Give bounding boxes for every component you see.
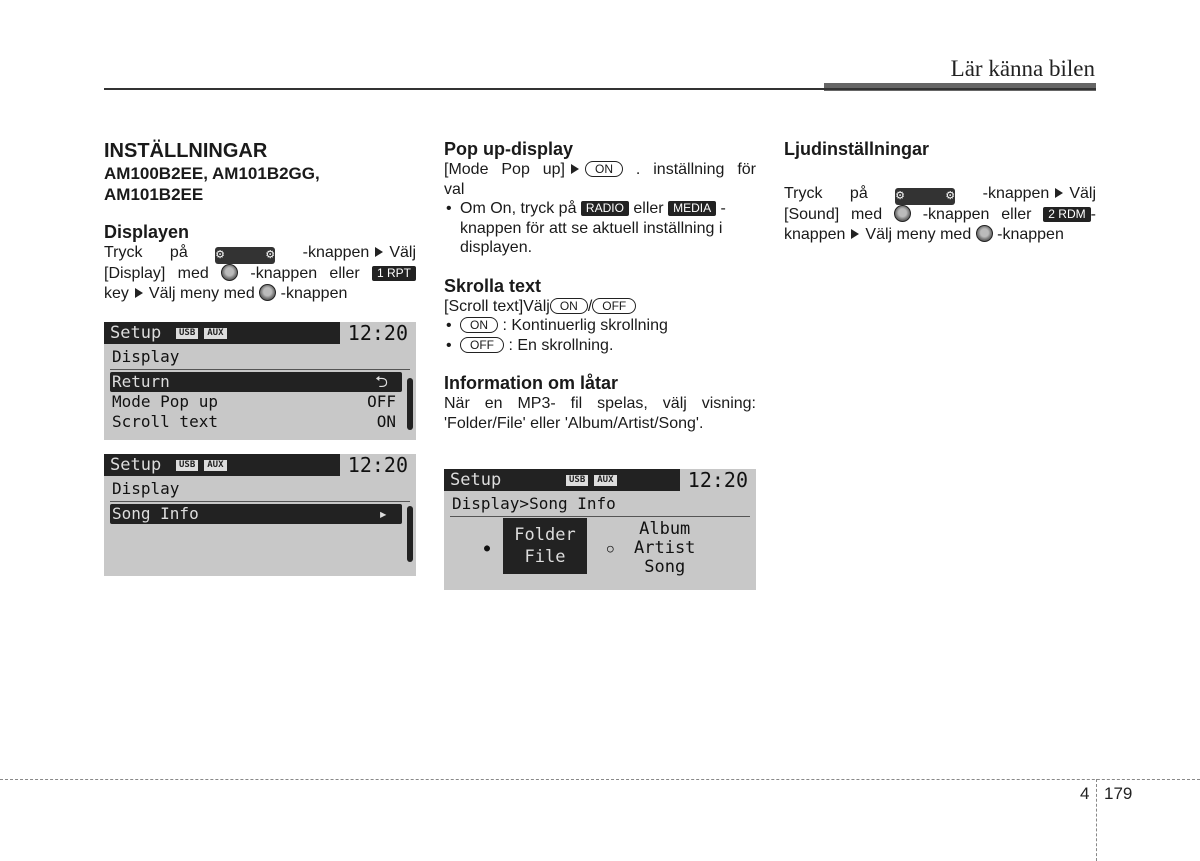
radio-selected-icon: ●: [484, 543, 491, 554]
rpt-button-icon: 1 RPT: [372, 266, 416, 281]
aux-badge: AUX: [594, 475, 616, 486]
text-line: key Välj meny med -knappen: [104, 284, 348, 302]
subheading-info: Information om låtar: [444, 373, 619, 393]
knob-icon: [259, 284, 276, 301]
on-button-icon: ON: [460, 317, 498, 333]
option-album-artist-song: Album Artist Song: [634, 519, 696, 577]
setup-button-icon: ⚙ ⚙: [215, 247, 275, 264]
arrow-icon: [851, 229, 859, 239]
setup-button-icon: ⚙ ⚙: [895, 188, 955, 205]
lcd-display-2: [104, 454, 416, 576]
text-line: val: [444, 180, 465, 198]
footer-divider: [1096, 779, 1097, 861]
option-folder-file: Folder File: [503, 518, 587, 574]
text-line: Tryck på ⚙ ⚙ -knappen Välj: [104, 243, 416, 264]
lcd-clock: 12:20: [340, 322, 416, 344]
media-button-icon: MEDIA: [668, 201, 716, 216]
on-button-icon: ON: [585, 161, 623, 177]
lcd-row: Scroll text ON: [112, 412, 396, 431]
lcd-title: Display: [112, 479, 180, 498]
text-line: [Scroll text]Välj ON / OFF: [444, 297, 756, 317]
radio-unselected-icon: ○: [607, 542, 614, 555]
arrow-icon: [375, 247, 383, 257]
subheading-popup: Pop up-display: [444, 139, 574, 159]
rdm-button-icon: 2 RDM: [1043, 207, 1090, 222]
subheading-sound: Ljudinställningar: [784, 139, 930, 159]
lcd-display-1: [104, 322, 416, 440]
radio-button-icon: RADIO: [581, 201, 629, 216]
lcd-row: Mode Pop up OFF: [112, 392, 396, 411]
page-number: 179: [1104, 784, 1133, 803]
info-text: När en MP3- fil spelas, välj visning: 'Folder/File' eller 'Album/Artist/Song'.: [444, 395, 756, 432]
text-line: knappen Välj meny med -knappen: [784, 225, 1064, 243]
text-line: [Mode Pop up] ON . inställning för: [444, 161, 756, 178]
bullet-item: • Om On, tryck på RADIO eller MEDIA -knappen för att se aktuell inställning i displayen.: [444, 199, 756, 258]
chapter-number: 4: [1080, 784, 1090, 803]
column-3: [784, 138, 1096, 244]
section-heading: INSTÄLLNINGAR: [104, 140, 268, 162]
lcd-setup-label: Setup: [444, 470, 510, 490]
subheading-scroll: Skrolla text: [444, 275, 542, 296]
bullet-item: • OFF : En skrollning.: [444, 336, 756, 356]
header-rule: [104, 88, 1096, 90]
model-codes: AM100B2EE, AM101B2GG, AM101B2EE: [104, 164, 320, 204]
aux-badge: AUX: [204, 328, 226, 339]
arrow-icon: [571, 164, 579, 174]
text-line: [Sound] med -knappen eller 2 RDM -: [784, 206, 1096, 223]
lcd-scrollbar: [407, 506, 413, 562]
header-title: Lär känna bilen: [950, 56, 1095, 81]
lcd-display-3: [444, 469, 756, 590]
usb-badge: USB: [566, 475, 588, 486]
off-button-icon: OFF: [460, 337, 504, 353]
lcd-clock: 12:20: [340, 454, 416, 476]
text-line: [Display] med -knappen eller 1 RPT: [104, 264, 416, 284]
lcd-setup-label: Setup: [104, 323, 170, 343]
footer-rule: [0, 779, 1200, 780]
subheading-displayen: Displayen: [104, 222, 190, 242]
aux-badge: AUX: [204, 460, 226, 471]
bullet-item: • ON : Kontinuerlig skrollning: [444, 316, 756, 336]
lcd-row-selected: Return ⮌: [110, 372, 402, 392]
off-button-icon: OFF: [592, 298, 636, 314]
lcd-setup-label: Setup: [104, 455, 170, 475]
usb-badge: USB: [176, 460, 198, 471]
arrow-icon: [1055, 188, 1063, 198]
text-line: Tryck på ⚙ ⚙ -knappen Välj: [784, 184, 1096, 205]
lcd-title: Display>Song Info: [452, 494, 616, 513]
lcd-clock: 12:20: [680, 469, 756, 491]
knob-icon: [976, 225, 993, 242]
lcd-title: Display: [112, 347, 180, 366]
column-1: [104, 138, 416, 303]
lcd-scrollbar: [407, 378, 413, 430]
knob-icon: [894, 205, 911, 222]
on-button-icon: ON: [550, 298, 588, 314]
knob-icon: [221, 264, 238, 281]
column-2: [444, 138, 756, 433]
lcd-row-selected: Song Info ▸: [110, 504, 402, 524]
usb-badge: USB: [176, 328, 198, 339]
arrow-icon: [135, 288, 143, 298]
